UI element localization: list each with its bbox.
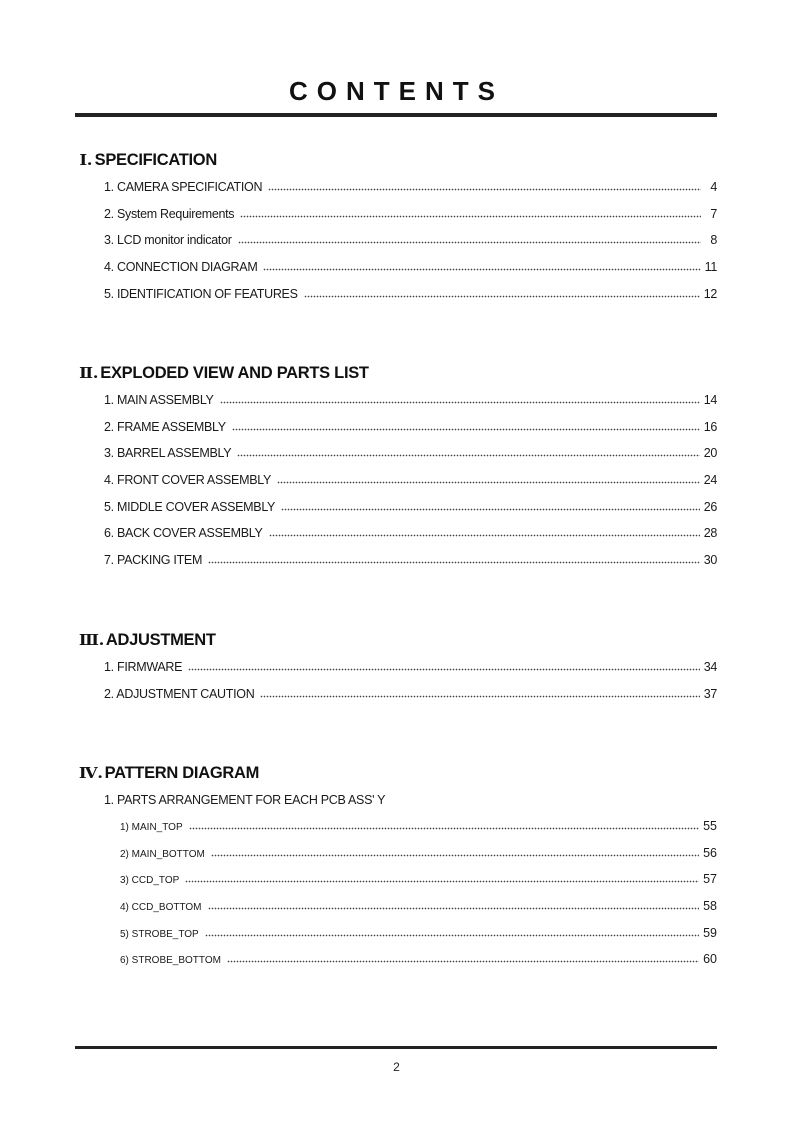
bottom-rule xyxy=(75,1046,717,1049)
toc-entry-label: 3. LCD monitor indicator xyxy=(104,233,232,248)
toc-entry-label: 5. IDENTIFICATION OF FEATURES xyxy=(104,286,298,301)
toc-entry[interactable] xyxy=(80,813,720,840)
toc-subheading[interactable]: 1. PARTS ARRANGEMENT FOR EACH PCB ASS' Y xyxy=(104,793,386,807)
dot-leader xyxy=(237,454,699,457)
toc-entry[interactable] xyxy=(80,866,720,893)
toc-entry[interactable] xyxy=(80,547,720,574)
toc-entry-page: 59 xyxy=(703,925,717,940)
dot-leader xyxy=(304,295,700,298)
toc-entry-page: 56 xyxy=(703,845,717,860)
section-heading xyxy=(80,359,720,387)
toc-entry-label: 1. MAIN ASSEMBLY xyxy=(104,393,214,407)
section-pattern-diagram xyxy=(80,759,720,973)
toc-entry-label: 4. FRONT COVER ASSEMBLY xyxy=(104,473,271,488)
dot-leader xyxy=(227,960,699,963)
toc-entry[interactable] xyxy=(80,893,720,920)
toc-entry-label: 1. CAMERA SPECIFICATION xyxy=(104,180,263,194)
toc-entry-page: 55 xyxy=(703,819,717,833)
section-heading xyxy=(80,146,720,174)
toc-entry[interactable] xyxy=(80,467,720,494)
dot-leader xyxy=(211,854,699,857)
toc-entry-label: 1. FIRMWARE xyxy=(104,660,183,674)
section-title: ADJUSTMENT xyxy=(105,631,216,649)
toc-entry-label: 3) CCD_TOP xyxy=(120,875,180,887)
toc-entry-page: 60 xyxy=(703,952,717,967)
dot-leader xyxy=(268,188,701,191)
toc-entry-label: 2. System Requirements xyxy=(104,206,235,221)
toc-entry[interactable] xyxy=(80,387,720,414)
section-heading xyxy=(80,759,720,787)
toc-entry[interactable] xyxy=(80,494,720,521)
dot-leader xyxy=(188,668,700,671)
dot-leader xyxy=(185,880,699,883)
dot-leader xyxy=(281,508,700,511)
dot-leader xyxy=(240,215,701,218)
toc-entry-label: 7. PACKING ITEM xyxy=(104,553,203,568)
toc-entry[interactable] xyxy=(80,654,720,681)
toc-entry-page: 37 xyxy=(703,686,717,701)
toc-entry-page: 34 xyxy=(703,660,717,674)
toc-entry[interactable] xyxy=(80,440,720,467)
dot-leader xyxy=(260,695,699,698)
dot-leader xyxy=(269,534,700,537)
page-title: CONTENTS xyxy=(289,76,504,106)
toc-entry[interactable] xyxy=(80,201,720,228)
toc-entry-label: 3. BARREL ASSEMBLY xyxy=(104,446,232,461)
page-number: 2 xyxy=(393,1060,400,1074)
toc-entry-page: 16 xyxy=(703,419,717,434)
dot-leader xyxy=(277,481,700,484)
toc-entry[interactable] xyxy=(80,281,720,308)
toc-entry[interactable] xyxy=(80,227,720,254)
toc-entry[interactable] xyxy=(80,520,720,547)
dot-leader xyxy=(208,561,700,564)
toc-entry[interactable] xyxy=(80,254,720,281)
toc-entry-label: 4) CCD_BOTTOM xyxy=(120,902,202,914)
toc-entry-page: 30 xyxy=(703,553,717,568)
toc-entry[interactable] xyxy=(80,840,720,867)
section-title: PATTERN DIAGRAM xyxy=(104,764,260,782)
section-exploded-view xyxy=(80,359,720,574)
toc-entry[interactable] xyxy=(80,174,720,201)
toc-entry-page: 24 xyxy=(703,473,717,488)
toc-entry-label: 5. MIDDLE COVER ASSEMBLY xyxy=(104,499,276,514)
toc-entry[interactable] xyxy=(80,681,720,708)
dot-leader xyxy=(220,401,700,404)
toc-entry-label: 1) MAIN_TOP xyxy=(120,822,183,833)
toc-list xyxy=(80,387,720,574)
dot-leader xyxy=(238,241,701,244)
toc-entry-page: 28 xyxy=(703,526,717,541)
toc-list xyxy=(80,654,720,707)
toc-entry-page: 4 xyxy=(710,180,717,194)
toc-entry-page: 8 xyxy=(710,233,717,248)
section-numeral: Ⅲ. xyxy=(78,631,105,649)
dot-leader xyxy=(189,827,699,830)
toc-entry-page: 57 xyxy=(703,872,717,887)
toc-entry-label: 6. BACK COVER ASSEMBLY xyxy=(104,526,263,541)
toc-entry-page: 7 xyxy=(710,206,717,221)
toc-entry-label: 2. FRAME ASSEMBLY xyxy=(104,419,226,434)
toc-list xyxy=(80,813,720,973)
toc-entry-page: 20 xyxy=(703,446,717,461)
toc-entry[interactable] xyxy=(80,414,720,441)
toc-entry-page: 12 xyxy=(703,286,717,301)
section-specification xyxy=(80,146,720,307)
section-title: EXPLODED VIEW AND PARTS LIST xyxy=(100,364,369,382)
section-title: SPECIFICATION xyxy=(94,151,217,169)
toc-entry-label: 4. CONNECTION DIAGRAM xyxy=(104,260,258,275)
toc-entry[interactable] xyxy=(80,920,720,947)
toc-entry-page: 11 xyxy=(704,260,717,275)
toc-list xyxy=(80,174,720,307)
toc-entry[interactable] xyxy=(80,946,720,973)
toc-entry-label: 6) STROBE_BOTTOM xyxy=(120,955,221,967)
top-rule xyxy=(75,113,717,117)
section-heading xyxy=(80,626,720,654)
dot-leader xyxy=(263,268,700,271)
section-numeral: Ⅳ. xyxy=(78,764,103,782)
section-numeral: Ⅰ. xyxy=(79,151,93,169)
toc-entry-page: 26 xyxy=(703,499,717,514)
toc-entry-label: 2. ADJUSTMENT CAUTION xyxy=(104,686,255,701)
toc-entry-page: 14 xyxy=(703,393,717,407)
section-numeral: Ⅱ. xyxy=(79,364,99,382)
dot-leader xyxy=(232,428,700,431)
toc-entry-label: 2) MAIN_BOTTOM xyxy=(120,848,205,860)
section-adjustment xyxy=(80,626,720,707)
toc-entry-label: 5) STROBE_TOP xyxy=(120,928,199,940)
toc-entry-page: 58 xyxy=(703,899,717,914)
dot-leader xyxy=(205,934,699,937)
dot-leader xyxy=(208,907,700,910)
